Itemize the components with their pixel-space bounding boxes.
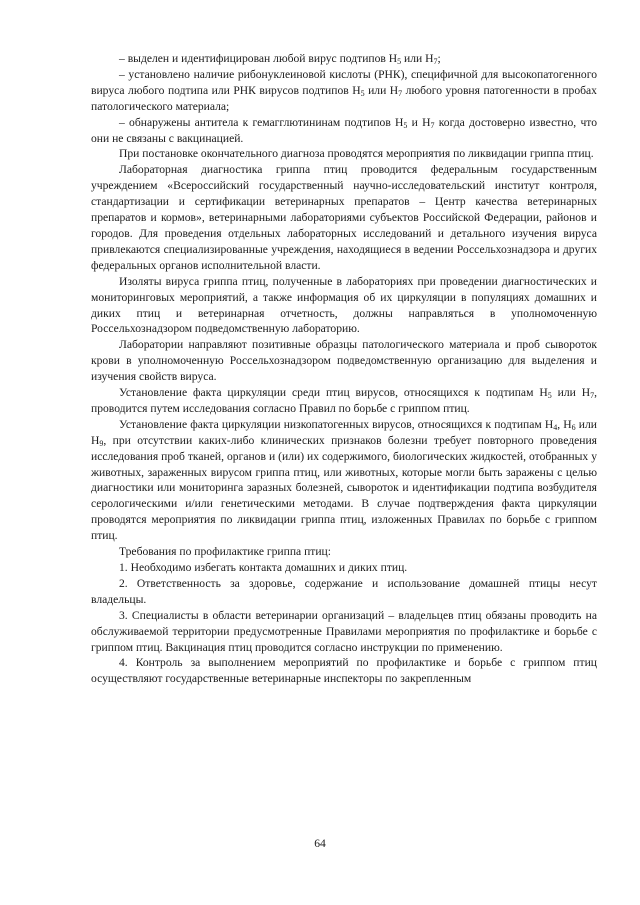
paragraph — [91, 274, 597, 338]
subscript: 9 — [99, 438, 104, 448]
text-run: – обнаружены антитела к гемагглютининам подтипов Н — [119, 115, 404, 129]
text-run: или Н — [551, 386, 591, 400]
text-run: – выделен и идентифицирован любой вирус подтипов Н — [119, 52, 398, 65]
text-run: – установлено наличие рибонуклеиновой кислоты (РНК), специфичной для высокопатогенного вируса любого подтипа или РНК вирусов подтипов Н — [91, 67, 597, 97]
text-run: или Н — [364, 83, 399, 97]
paragraph — [91, 51, 597, 67]
subscript: 7 — [430, 120, 435, 130]
text-run: 1. Необходимо избегать контакта домашних и диких птиц. — [119, 561, 408, 574]
paragraph — [91, 115, 597, 147]
paragraph — [91, 67, 597, 115]
subscript: 6 — [571, 422, 576, 432]
text-run: или Н — [91, 417, 598, 447]
subscript: 7 — [590, 391, 595, 401]
paragraph — [91, 385, 597, 417]
text-run: когда достоверно известно, что они не связаны с вакцинацией. — [91, 115, 597, 145]
subscript: 5 — [397, 57, 402, 66]
text-run: 3. Специалисты в области ветеринарии организаций – владельцев птиц обязаны проводить на обслуживаемой территории предусмотренные Правилами мероприятия по профилактике и борьбе с гриппом птиц. Вакцинация птиц проводится согласно инструкции по применению. — [91, 608, 597, 654]
paragraph — [91, 417, 597, 544]
text-run: или Н — [401, 52, 434, 65]
list-item — [91, 560, 597, 576]
text-run: ; — [437, 52, 441, 65]
text-run: 2. Ответственность за здоровье, содержание и использование домашней птицы несут владельцы. — [91, 576, 597, 606]
text-run: 4. Контроль за выполнением мероприятий по профилактике и борьбе с гриппом птиц осуществляют государственные ветеринарные инспекторы по закрепленным — [91, 656, 597, 686]
subscript: 7 — [398, 88, 403, 98]
text-run: , Н — [557, 417, 572, 431]
text-run: Лабораторная диагностика гриппа птиц проводится федеральным государственным учреждением «Всероссийский государственный научно-исследовательский институт контроля, стандартизации и сертификации ветеринарных препаратов – Центр качества ветеринарных препаратов и кормов», ветеринарными лабораториями субъектов Российской Федерации, районов и городов. Для проведения отдельных лабораторных исследований и детального изучения вируса привлекаются специализированные учреждения, находящиеся в ведении Россельхознадзора и других федеральных органов исполнительной власти. — [91, 163, 597, 272]
text-run: При постановке окончательного диагноза проводятся мероприятия по ликвидации гриппа птиц. — [119, 147, 594, 161]
list-heading — [91, 544, 597, 560]
text-run: Установление факта циркуляции низкопатогенных вирусов, относящихся к подтипам Н — [119, 417, 554, 431]
paragraph — [91, 146, 597, 162]
list-item — [91, 655, 597, 687]
text-run: , при отсутствии каких-либо клинических признаков болезни требует повторного проведения исследования проб тканей, органов и (или) их содержимого, биологических жидкостей, отобранных у животных, зараженных вирусом гриппа птиц, или животных, которые могли быть заражены с целью диагностики или мониторинга заразных болезней, сывороток и идентификации подтипа возбудителя серологическими и/или генетическими методами. В случае подтверждения факта циркуляции проводятся мероприятия по ликвидации гриппа птиц, изложенных Правилах по борьбе с гриппом птиц. — [91, 433, 597, 543]
subscript: 5 — [403, 120, 408, 130]
text-run: Установление факта циркуляции среди птиц вирусов, относящихся к подтипам Н — [119, 386, 548, 400]
list-item — [91, 576, 597, 608]
page-number: 64 — [314, 837, 326, 850]
subscript: 5 — [360, 88, 365, 98]
subscript: 5 — [547, 391, 552, 401]
text-run: Требования по профилактике гриппа птиц: — [119, 545, 331, 559]
document-body — [91, 51, 597, 687]
subscript: 4 — [553, 422, 558, 432]
text-run: любого уровня патогенности в пробах патологического материала; — [91, 83, 597, 113]
paragraph — [91, 162, 597, 273]
paragraph — [91, 337, 597, 385]
text-run: Лаборатории направляют позитивные образцы патологического материала и проб сывороток крови в уполномоченную Россельхознадзором подведомственную организацию для выделения и изучения свойств вируса. — [91, 338, 597, 384]
subscript: 7 — [433, 57, 438, 66]
text-run: , проводится путем исследования согласно Правил по борьбе с гриппом птиц. — [91, 386, 597, 415]
text-run: и Н — [407, 115, 431, 129]
text-run: Изоляты вируса гриппа птиц, полученные в лабораториях при проведении диагностических и мониторинговых мероприятий, а также информация об их циркуляции в популяциях домашних и диких птиц и ветеринарная отчетность, должны направляться в уполномоченную Россельхознадзором подведомственную лабораторию. — [91, 274, 597, 336]
list-item — [91, 608, 597, 656]
